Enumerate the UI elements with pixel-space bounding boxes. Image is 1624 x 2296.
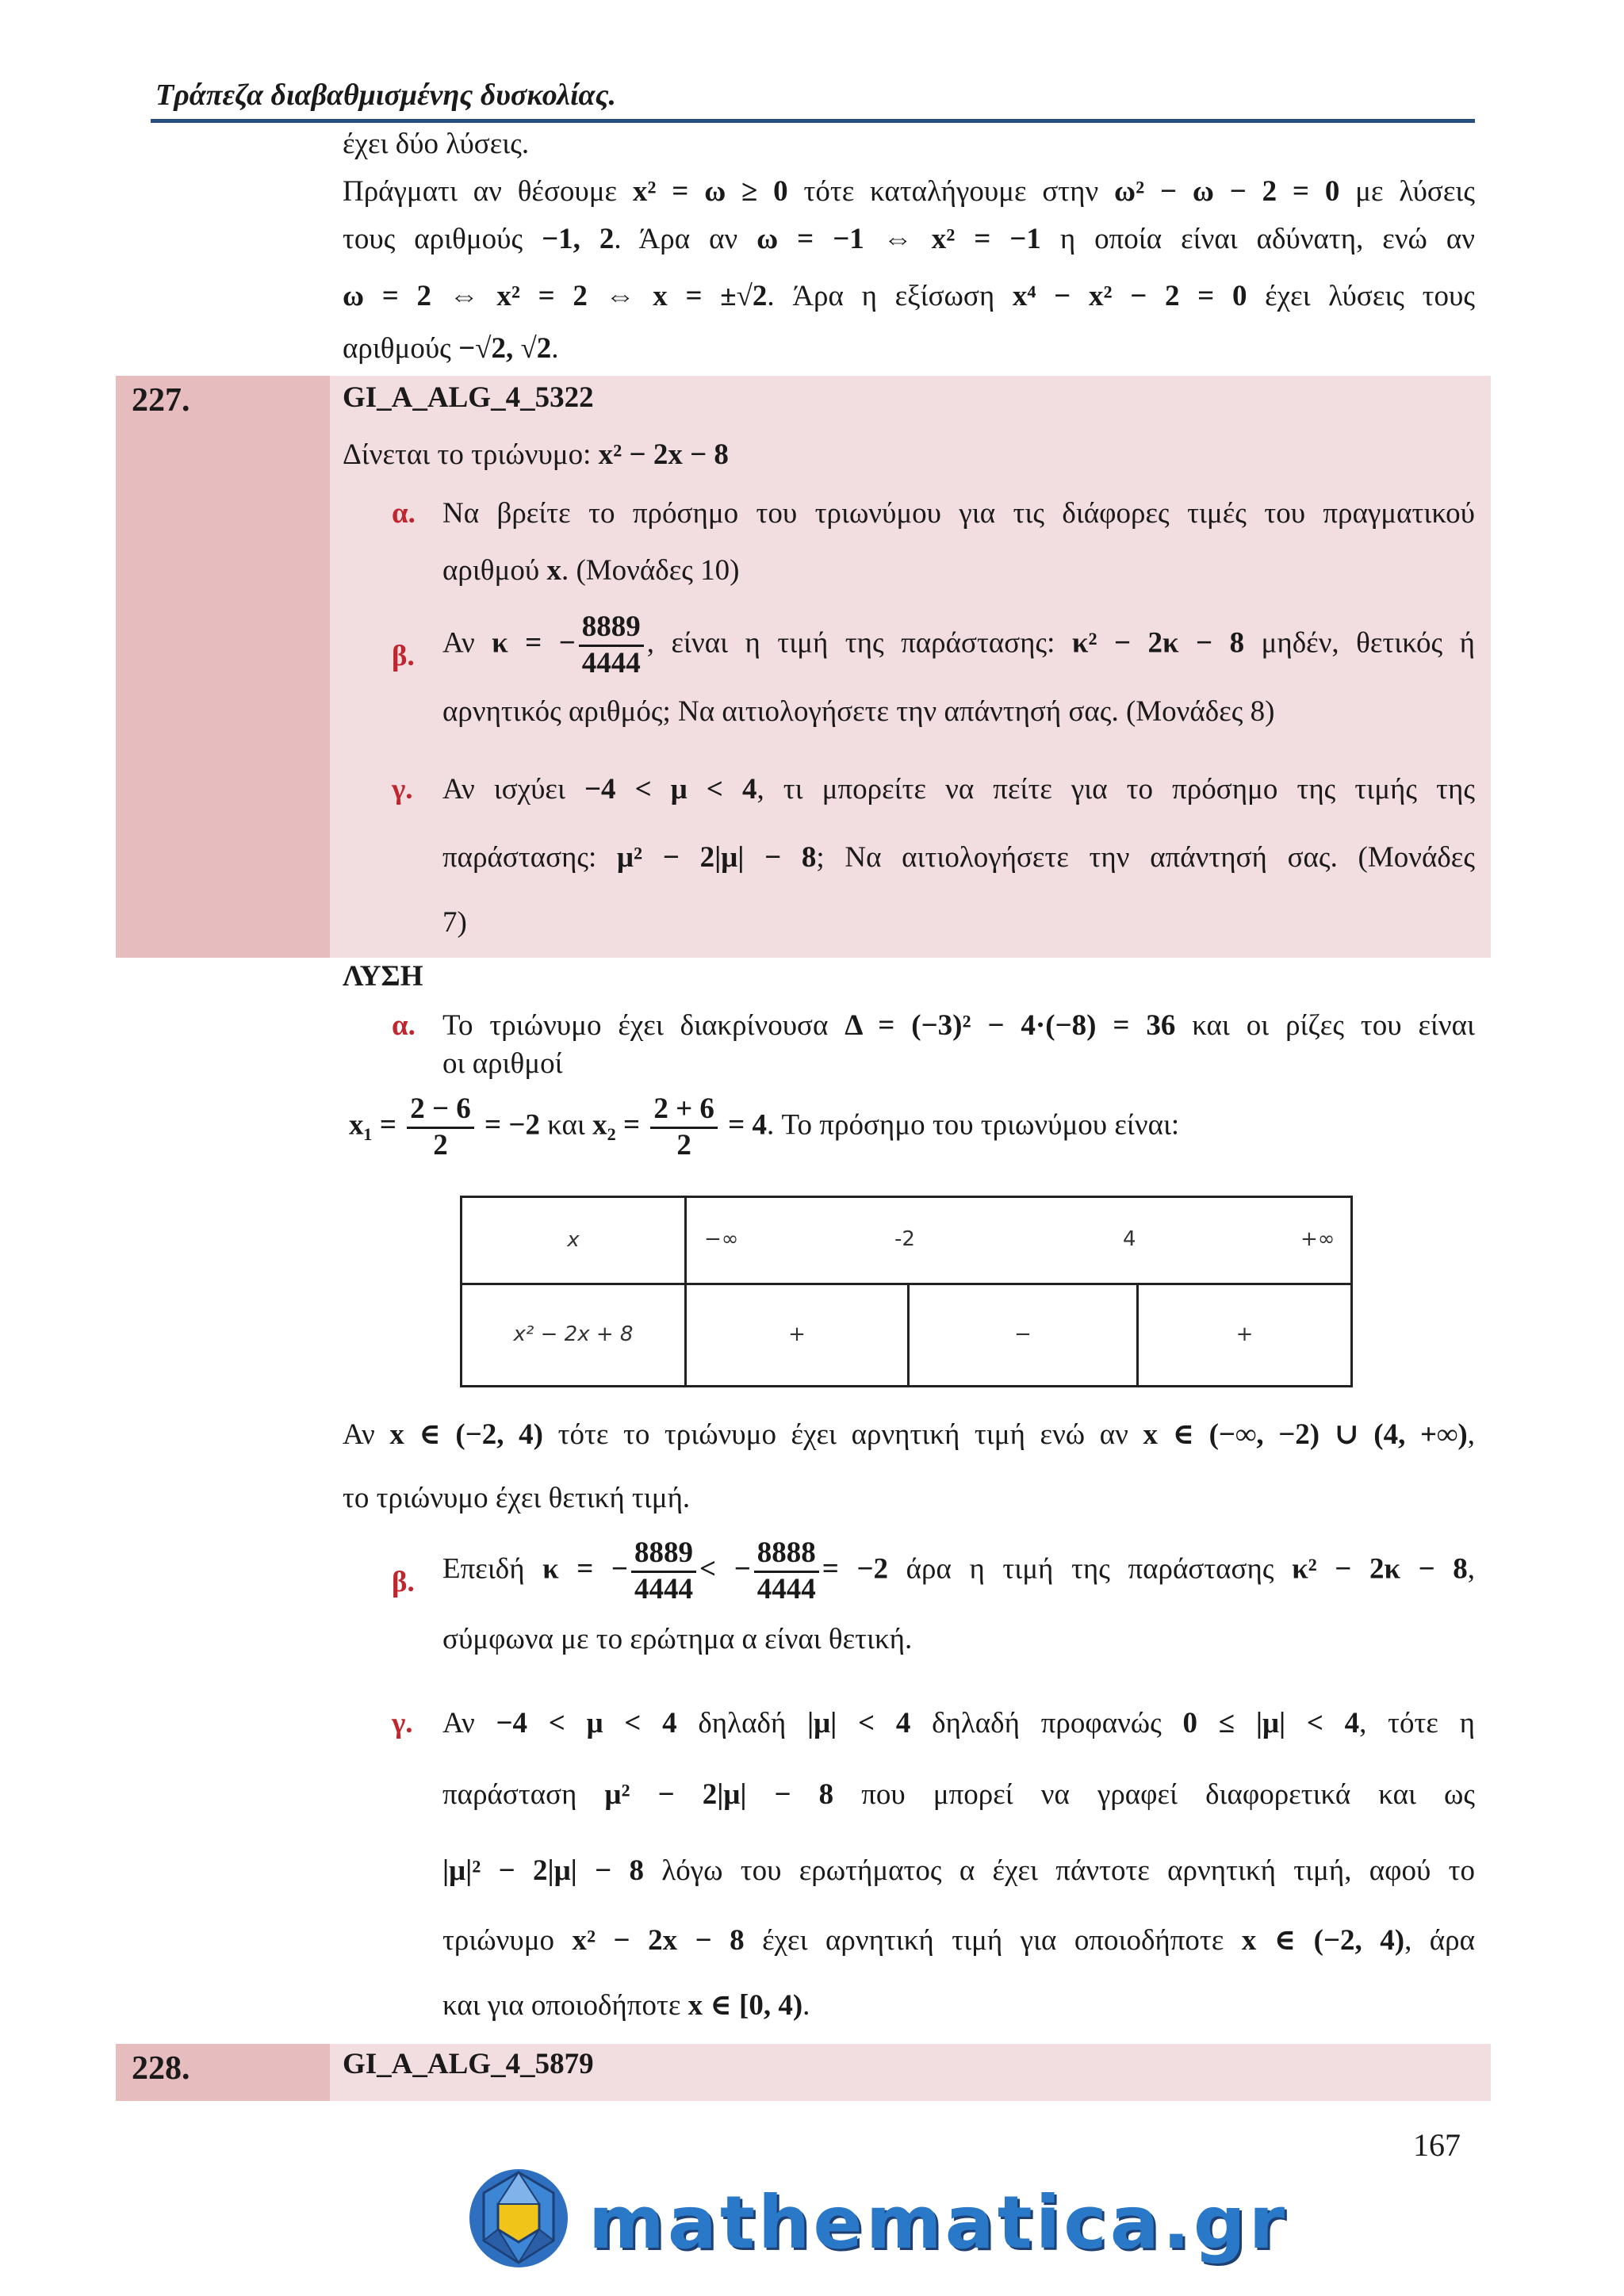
exercise-number: 228. [132, 2050, 190, 2087]
fraction: $\frac{8888}{4444}$ [754, 1536, 819, 1606]
table-header-cell: −∞ -2 4 +∞ [686, 1197, 1352, 1284]
text-line: παράστασης: μ² − 2|μ| − 8; Να αιτιολογήσετε την απάντησή σας. (Μονάδες [442, 841, 1475, 874]
table-row [462, 1197, 1352, 1284]
fraction: $\frac{8889}{4444}$ [579, 610, 644, 680]
text-line: Αν ισχύει −4 < μ < 4, τι μπορείτε να πείτε για το πρόσημο της τιμής της [442, 773, 1475, 806]
text-line: τους αριθμούς −1, 2. Άρα αν ω = −1 ⇔ x² = −1 η οποία είναι αδύνατη, ενώ αν [343, 223, 1475, 255]
solution-heading: ΛΥΣΗ [343, 960, 423, 993]
exercise-code: GI_A_ALG_4_5879 [343, 2048, 594, 2080]
solution-a-conclusion [343, 1416, 1475, 1517]
question-a [392, 495, 1475, 590]
header-rule [151, 119, 1475, 123]
question-label: β. [392, 1566, 415, 1598]
table-header-cell: x [462, 1197, 686, 1284]
logo-text: mathematica.gr [588, 2180, 1289, 2265]
question-c [392, 771, 1475, 942]
solution-b [392, 1536, 1475, 1659]
table-cell: − [909, 1284, 1138, 1387]
text-line: τριώνυμο x² − 2x − 8 έχει αρνητική τιμή για οποιοδήποτε x ∈ (−2, 4), άρα [442, 1924, 1476, 1957]
fraction: $\frac{8889}{4444}$ [631, 1536, 696, 1606]
text-line: Αν x ∈ (−2, 4) τότε το τριώνυμο έχει αρνητική τιμή ενώ αν x ∈ (−∞, −2) ∪ (4, +∞), [343, 1418, 1476, 1451]
text-line: και για οποιοδήποτε x ∈ [0, 4). [442, 1989, 810, 2022]
question-label: γ. [392, 1707, 413, 1739]
table-row [462, 1284, 1352, 1387]
text-line: Να βρείτε το πρόσημο του τριωνύμου για τις διάφορες τιμές του πραγματικού [442, 497, 1475, 530]
question-label: α. [392, 497, 416, 530]
text-line: |μ|² − 2|μ| − 8 λόγω του ερωτήματος α έχει πάντοτε αρνητική τιμή, αφού το [442, 1854, 1476, 1887]
text-line: σύμφωνα με το ερώτημα α είναι θετική. [442, 1623, 913, 1655]
text-line: Πράγματι αν θέσουμε x² = ω ≥ 0 τότε καταλήγουμε στην ω² − ω − 2 = 0 με λύσεις [343, 175, 1475, 208]
prev-solution [343, 125, 1475, 368]
header-title: Τράπεζα διαβαθμισμένης δυσκολίας. [155, 78, 617, 112]
text-line: οι αριθμοί [442, 1047, 563, 1081]
solution-a [392, 1007, 1475, 1083]
roots-line: x₁ = $\frac{2 - 6}{2}$ = −2 και x₂ = $\frac{2 + 6}{2}$ = 4. Το πρόσημο του τριωνύμου είναι: [349, 1093, 1180, 1161]
fraction: $\frac{2 - 6}{2}$ [407, 1093, 474, 1162]
text-line: έχει δύο λύσεις. [343, 128, 530, 160]
question-label: α. [392, 1009, 416, 1042]
question-label: γ. [392, 773, 413, 806]
table-cell: + [686, 1284, 909, 1387]
fraction: $\frac{2 + 6}{2}$ [650, 1093, 718, 1162]
exercise-number-cell [116, 376, 330, 958]
polyhedron-logo-icon [465, 2164, 573, 2272]
exercise-code: GI_A_ALG_4_5322 [343, 381, 594, 414]
text-line: Αν κ = − $\frac{8889}{4444}$ , είναι η τιμή της παράστασης: κ² − 2κ − 8 μηδέν, θετικός ή [442, 610, 1475, 679]
text-line: Το τριώνυμο έχει διακρίνουσα Δ = (−3)² − 4·(−8) = 36 και οι ρίζες του είναι [442, 1009, 1476, 1042]
logo [465, 2164, 1289, 2283]
exercise-number: 227. [132, 382, 190, 419]
exercise-intro: Δίνεται το τριώνυμο: x² − 2x − 8 [343, 438, 729, 471]
text-line: αρνητικός αριθμός; Να αιτιολογήσετε την απάντησή σας. (Μονάδες 8) [442, 695, 1275, 728]
text-line: Αν −4 < μ < 4 δηλαδή |μ| < 4 δηλαδή προφανώς 0 ≤ |μ| < 4, τότε η [442, 1707, 1475, 1739]
text-line: το τριώνυμο έχει θετική τιμή. [343, 1482, 691, 1514]
text-line: αριθμού x. (Μονάδες 10) [442, 554, 740, 587]
question-b [392, 610, 1475, 731]
sign-table [460, 1196, 1353, 1387]
table-cell: + [1138, 1284, 1352, 1387]
text-line: 7) [442, 906, 467, 939]
question-label: β. [392, 640, 415, 672]
page-number: 167 [1413, 2127, 1461, 2163]
solution-c [392, 1705, 1475, 2025]
table-cell: x² − 2x + 8 [462, 1284, 686, 1387]
text-line: ω = 2 ⇔ x² = 2 ⇔ x = ±√2. Άρα η εξίσωση x⁴ − x² − 2 = 0 έχει λύσεις τους [343, 280, 1475, 312]
text-line: Επειδή κ = − $\frac{8889}{4444}$ < − $\frac{8888}{4444}$ = −2 άρα η τιμή της παράστασης κ² − 2κ − 8, [442, 1536, 1476, 1605]
text-line: αριθμούς −√2, √2. [343, 332, 559, 365]
text-line: παράσταση μ² − 2|μ| − 8 που μπορεί να γραφεί διαφορετικά και ως [442, 1778, 1475, 1811]
exercise-227 [343, 379, 1475, 495]
